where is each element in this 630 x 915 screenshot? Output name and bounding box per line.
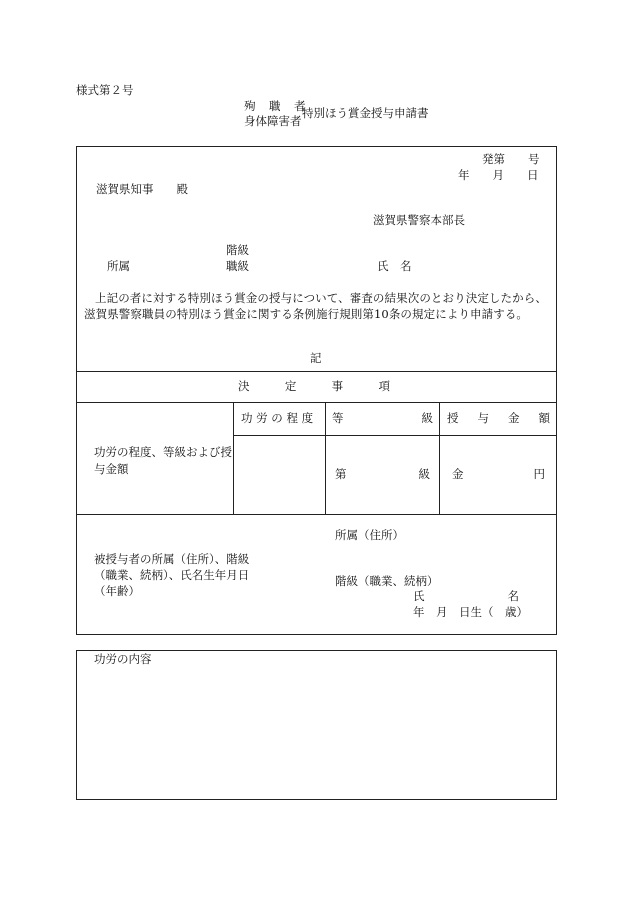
row2-label: 被授与者の所属（住所）、階級（職業、続柄）、氏名生年月日（年齢）	[94, 552, 250, 598]
col-amount: 授 与 金 額	[447, 411, 550, 425]
merit-label: 功労の内容	[94, 652, 152, 666]
sender: 滋賀県警察本部長	[373, 213, 465, 227]
issue-date: 年 月 日	[458, 168, 539, 182]
body-text: 上記の者に対する特別ほう賞金の授与について、審査の結果次のとおり決定したから、滋賀県警察職員の特別ほう賞金に関する条例施行規則第10条の規定により申請する。	[84, 291, 547, 321]
merit-box	[76, 650, 557, 800]
title-line-1: 殉 職 者	[244, 99, 307, 113]
recipient-birth: 年 月 日生（ 歳）	[413, 605, 528, 619]
col-degree: 功 労 の 程 度	[241, 411, 314, 425]
ki-label: 記	[310, 351, 322, 365]
title-line-2: 身体障害者	[244, 114, 302, 128]
position-label: 職級	[226, 259, 249, 273]
affiliation-label: 所属	[107, 259, 130, 273]
recipient-name: 氏 名	[413, 589, 519, 603]
grade-value: 第 級	[335, 467, 430, 481]
rank-label: 階級	[226, 243, 249, 257]
form-number: 様式第２号	[76, 83, 134, 97]
addressee: 滋賀県知事 殿	[96, 182, 188, 196]
name-label: 氏 名	[377, 259, 412, 273]
recipient-rank: 階級（職業、続柄）	[335, 574, 439, 588]
col-grade: 等 級	[332, 411, 433, 425]
amount-value: 金 円	[452, 467, 545, 481]
row1-label: 功労の程度、等級および授与金額	[94, 445, 232, 476]
decision-heading: 決 定 事 項	[238, 379, 390, 393]
title-main: 特別ほう賞金授与申請書	[302, 106, 429, 120]
issue-number: 発第 号	[482, 152, 540, 166]
recipient-affiliation: 所属（住所）	[335, 528, 404, 542]
